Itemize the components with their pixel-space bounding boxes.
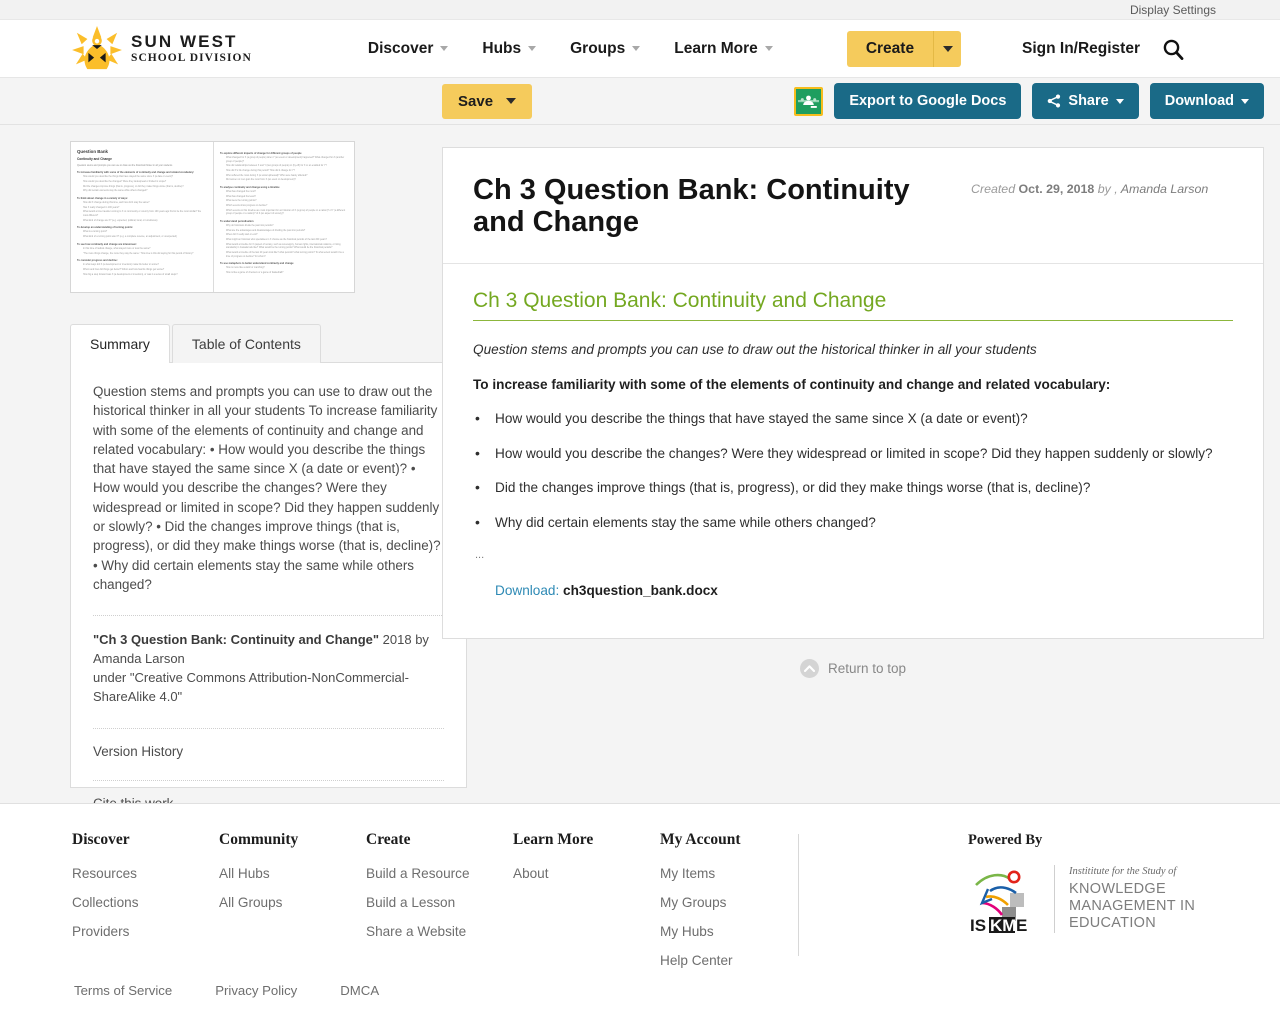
preview-section-heading: To consider progress and decline: [77, 259, 118, 263]
document-preview-thumbnails[interactable] [70, 141, 355, 293]
return-to-top-button[interactable] [442, 659, 1264, 678]
export-label: Export to Google Docs [849, 93, 1007, 109]
preview-item: How did relationships between X and Y (two groups of people) or (by-off) for X or an enabled for Y? [226, 165, 327, 168]
preview-item: Why do historians divide the past into periods? [226, 225, 274, 228]
divider [93, 728, 444, 729]
download-link[interactable]: Download: [495, 582, 560, 598]
brand-logo[interactable] [72, 26, 252, 72]
truncation-ellipsis: ... [475, 548, 485, 561]
preview-section-heading: To see how continuity and change are interwoven: [77, 242, 137, 246]
export-to-google-docs-button[interactable] [834, 83, 1021, 119]
tab-table-of-contents[interactable]: Table of Contents [172, 324, 321, 363]
download-row [495, 583, 1233, 598]
preview-item: What has changed the most? [226, 191, 256, 194]
download-label: Download [1164, 93, 1234, 109]
attribution-license: under "Creative Commons Attribution-NonCommercial-ShareAlike 4.0" [93, 669, 410, 704]
footer-heading: Create [366, 831, 411, 848]
preview-page-2[interactable] [213, 142, 354, 292]
return-to-top-label: Return to top [827, 660, 907, 676]
footer-link-build-a-lesson[interactable]: Build a Lesson [366, 895, 456, 910]
share-label: Share [1068, 93, 1109, 109]
footer-link-build-a-resource[interactable]: Build a Resource [366, 866, 470, 881]
chevron-down-icon [943, 46, 953, 52]
footer-legal-links [74, 983, 379, 998]
preview-item: Who suffered the most during X (a social upheaval)? Who were barely affected? [226, 174, 308, 177]
main-navigation [0, 20, 1280, 78]
preview-item: What would a timeline for X (aspect of society, such as sovereignty, human rights, international relations, or living standards) in Canada look like? What would be the turning points? What would be the historical periods? [226, 243, 341, 250]
list-item: • How would you describe the changes? Were they widespread or limited in scope? Did they happen suddenly or slowly? [473, 445, 1233, 463]
action-bar [0, 78, 1280, 125]
preview-item: What would a timeline of the last 20 years look like? what periods? what turning points? To what extent would it be a time of progress or decline? for whom? [226, 252, 344, 258]
footer-column-create [366, 831, 513, 982]
svg-text:KM: KM [990, 916, 1017, 935]
document-header [443, 148, 1263, 264]
preview-item: In this time of radical change, what stayed more or less the same? [83, 247, 151, 250]
page-title: Ch 3 Question Bank: Continuity and Change [473, 174, 910, 239]
legal-link-privacy-policy[interactable]: Privacy Policy [215, 983, 298, 998]
create-button-group [847, 31, 961, 67]
preview-item: What is a turning point? [83, 231, 108, 234]
preview-section-heading: To understand periodisation [220, 220, 254, 224]
preview-item: When did X really start or end? [226, 234, 258, 237]
preview-section-heading: To think about change in a variety of ways: [77, 197, 128, 201]
summary-panel [70, 362, 467, 788]
left-column [0, 125, 441, 803]
powered-by-block [968, 832, 1195, 935]
preview-item: Why did certain elements stay the same while others changed? [83, 190, 148, 193]
chevron-down-icon [528, 46, 536, 51]
preview-item: Whom and how did things get better? Whom and how has life things get worse? [83, 268, 165, 271]
attribution-block [93, 631, 444, 706]
classroom-glyph-icon [798, 93, 819, 110]
preview-item: "The more things change, the more they stay the same." How true is this old saying for this period of history? [83, 252, 194, 255]
document-body [443, 264, 1263, 638]
preview-item: What might an historian who specialises in X choose as the historical periods of the last 200 years? [226, 239, 327, 242]
preview-item: How is like a game of checkers or a game of basketball? [226, 272, 284, 275]
chevron-down-icon [1116, 99, 1124, 104]
preview-item: What are the advantages and disadvantages of dividing the past into periods? [226, 229, 306, 232]
nav-item-label: Hubs [482, 39, 522, 57]
footer-link-all-groups[interactable]: All Groups [219, 895, 283, 910]
brand-name-secondary: SCHOOL DIVISION [131, 51, 252, 64]
nav-item-label: Learn More [674, 39, 758, 57]
footer-heading: Learn More [513, 831, 594, 848]
footer-link-help-center[interactable]: Help Center [660, 953, 733, 968]
list-item: • Did the changes improve things (that is, progress), or did they make things worse (that is, decline)? [473, 479, 1233, 497]
nav-right [1022, 38, 1264, 60]
legal-link-terms-of-service[interactable]: Terms of Service [74, 983, 173, 998]
right-column [428, 125, 1280, 803]
preview-section-heading: To increase familiarity with some of the elements of continuity and change and related vocabulary: [77, 171, 195, 175]
sun-west-sunburst-icon [72, 26, 122, 72]
summary-text: Question stems and prompts you can use to draw out the historical thinker in all your students To increase familiarity with some of the elements of continuity and change and related vocabulary: • How would you describe the things that have stayed the same since X (a date or event)? • How would you describe the changes? Were they widespread or limited in scope? Did they happen suddenly or slowly? • Did the changes improve things (that is, progress), or did they make things worse (that is, decline)? • Why did certain elements stay the same while others changed? [93, 384, 441, 592]
preview-item: How would you describe the changes? Were they widespread or limited in scope? [83, 181, 167, 184]
preview-item: What would a time traveller coming to X or community or country from 100 years ago find to be the most similar? the most different? [83, 211, 202, 218]
preview-item: What changed for X (a group of people) when Y (an event or development) happened? What changed for Z (another group of people)? [226, 157, 345, 163]
preview-item: How is more like a waltz or marching? [226, 267, 265, 270]
document-meta [971, 182, 1208, 196]
preview-item: Did the changes improve things (that is, progress), or did they make things worse (that is, decline)? [83, 185, 184, 188]
preview-item: What were the turning points? [226, 200, 257, 203]
chevron-up-glyph [804, 665, 815, 672]
nav-item-learn-more[interactable] [674, 40, 773, 58]
chevron-down-icon [506, 98, 516, 104]
footer-link-my-items[interactable]: My Items [660, 866, 716, 881]
nav-item-hubs[interactable] [482, 40, 536, 58]
sign-in-register-link[interactable]: Sign In/Register [1022, 39, 1140, 57]
preview-subtitle: Continuity and Change [77, 157, 112, 161]
preview-item: Did women or men gain the most from X (an event or development)? [226, 179, 296, 182]
download-button[interactable] [1150, 83, 1264, 119]
footer-link-collections[interactable]: Collections [72, 895, 139, 910]
preview-page-1[interactable] [71, 142, 212, 292]
share-icon [1047, 94, 1061, 108]
iskme-mark-icon [968, 863, 1040, 935]
footer-link-about[interactable]: About [513, 866, 549, 881]
display-settings-link[interactable]: Display Settings [1129, 2, 1216, 17]
iskme-logo[interactable] [968, 863, 1195, 935]
footer-heading: Community [219, 831, 299, 848]
document-card [442, 147, 1264, 639]
preview-section-heading: To use metaphors to better understand continuity and change [220, 262, 294, 266]
search-icon [1162, 38, 1184, 60]
download-filename: ch3question_bank.docx [563, 582, 718, 598]
document-bullet-list [473, 410, 1233, 532]
footer-vertical-divider [798, 834, 799, 956]
preview-section-heading: To explore different impacts of change for different groups of people [220, 152, 302, 155]
footer-column-discover [72, 831, 219, 982]
preview-item: Has X really changed in 100 years? [83, 206, 120, 209]
list-item: • Why did certain elements stay the same while others changed? [473, 514, 1233, 532]
google-classroom-icon[interactable] [794, 87, 823, 116]
search-button[interactable] [1162, 38, 1184, 60]
share-button[interactable] [1032, 83, 1138, 119]
list-item: • How would you describe the things that have stayed the same since X (a date or event)? [473, 410, 1233, 428]
iskme-line-1: KNOWLEDGE [1069, 881, 1166, 898]
footer-link-resources[interactable]: Resources [72, 866, 137, 881]
chevron-down-icon [765, 46, 773, 51]
created-label: Created [971, 182, 1016, 196]
chevron-down-icon [440, 46, 448, 51]
footer-link-providers[interactable]: Providers [72, 924, 130, 939]
footer-heading: My Account [660, 831, 741, 848]
save-button-label: Save [458, 92, 494, 110]
iskme-divider [1054, 865, 1055, 933]
preview-item: How big a step forward was X (a development or invention), or was it a series of small steps? [83, 273, 178, 276]
preview-item: In what ways did X (a development or invention) make life better or worse? [83, 264, 159, 267]
footer-link-my-groups[interactable]: My Groups [660, 895, 727, 910]
preview-title: Question Bank [77, 149, 108, 154]
utility-strip [0, 0, 1280, 20]
footer-link-my-hubs[interactable]: My Hubs [660, 924, 714, 939]
preview-item: How did X's life change during this period? How did it change for Y? [226, 170, 295, 173]
page-content [0, 125, 1280, 803]
footer-column-community [219, 831, 366, 982]
by-label: by , [1097, 182, 1118, 196]
iskme-line-2: MANAGEMENT IN [1069, 898, 1196, 915]
iskme-wordmark-text [1069, 866, 1195, 932]
legal-link-dmca[interactable]: DMCA [340, 983, 380, 998]
powered-by-label: Powered By [968, 832, 1043, 848]
preview-item: What kind of a turning point was X? (e.g. a complete reverse, an adjustment, or unexpected) [83, 236, 177, 239]
document-lead: To increase familiarity with some of the elements of continuity and change and related vocabulary: [473, 376, 1111, 392]
chevron-down-icon [1241, 99, 1249, 104]
created-date: Oct. 29, 2018 [1018, 182, 1095, 196]
preview-section-heading: To develop an understanding of turning points: [77, 226, 134, 230]
preview-intro: Question stems and prompts you can use to draw out the historical thinker in all your students [77, 165, 173, 167]
iskme-tagline: Instititute for the Study of [1069, 866, 1177, 878]
svg-text:IS: IS [970, 916, 987, 935]
author-name[interactable]: Amanda Larson [1120, 182, 1209, 196]
footer-link-all-hubs[interactable]: All Hubs [219, 866, 270, 881]
preview-item: Which events on this timeline are most important for an historian of X (a group of people or a nation)? of Y (a different group of people or a nation)? of Z (an aspect of society)? [226, 209, 346, 216]
footer-column-my-account [660, 831, 810, 982]
preview-item: What has changed the least? [226, 195, 256, 198]
divider [93, 615, 444, 616]
create-button[interactable]: Create [847, 31, 933, 67]
brand-name-primary: SUN WEST [131, 31, 238, 51]
tab-summary[interactable]: Summary [70, 324, 170, 363]
info-tabs-wrapper [70, 324, 467, 788]
preview-section-heading: To analyse continuity and change using a timeline [220, 186, 280, 190]
nav-links [368, 31, 961, 67]
footer-link-share-a-website[interactable]: Share a Website [366, 924, 467, 939]
divider [93, 780, 444, 781]
version-history-link[interactable]: Version History [93, 743, 184, 759]
iskme-line-3: EDUCATION [1069, 914, 1157, 931]
save-button[interactable] [442, 84, 532, 119]
action-bar-right [794, 83, 1264, 119]
nav-item-discover[interactable] [368, 40, 448, 58]
chevron-down-icon [632, 46, 640, 51]
footer-column-learn-more [513, 831, 660, 982]
document-subtitle: Question stems and prompts you can use to draw out the historical thinker in all your students [473, 341, 1037, 357]
nav-item-groups[interactable] [570, 40, 640, 58]
attribution-title: "Ch 3 Question Bank: Continuity and Change" [93, 632, 380, 648]
preview-item: How did X change during this time, and how did it stay the same? [83, 202, 150, 205]
preview-item: Which events show progress or decline? [226, 205, 268, 208]
attribution-rest: 2018 by Amanda Larson [93, 632, 429, 667]
nav-item-label: Groups [570, 39, 626, 57]
preview-item: How would you describe the things that have stayed the same since X (a date or event)? [83, 176, 174, 179]
preview-item: What kind of change are X? (e.g. expected, political, local, or tumultuous) [83, 219, 158, 222]
footer-heading: Discover [72, 831, 130, 848]
create-dropdown-toggle[interactable] [933, 31, 961, 67]
site-footer [0, 803, 1280, 1024]
info-tabs [70, 324, 467, 363]
nav-item-label: Discover [367, 39, 434, 57]
svg-text:E: E [1016, 916, 1028, 935]
chevron-up-icon [800, 659, 819, 678]
document-heading[interactable]: Ch 3 Question Bank: Continuity and Change [473, 289, 1233, 321]
